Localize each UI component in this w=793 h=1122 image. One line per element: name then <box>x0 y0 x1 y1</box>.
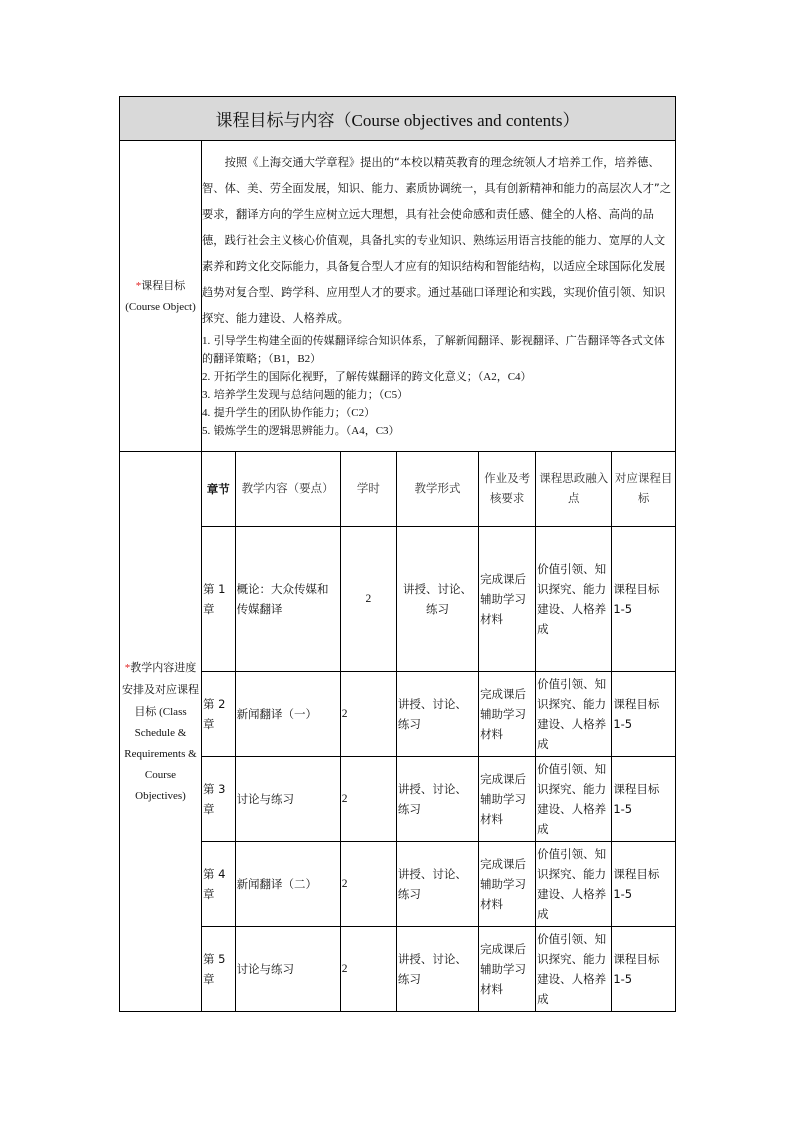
section-title-zh: 课程目标与内容 <box>215 111 335 131</box>
table-row <box>202 526 675 671</box>
homework-cell: 完成课后辅助学习材料 <box>479 526 536 671</box>
target-cell: 课程目标 1-5 <box>612 526 675 671</box>
schedule-label-zh: 教学内容进度安排及对应课程目标 <box>122 660 199 718</box>
section-title-row <box>120 97 676 141</box>
schedule-table <box>202 452 675 1011</box>
form-cell: 讲授、讨论、练习 <box>396 841 478 926</box>
hours-cell: 2 <box>340 756 396 841</box>
objectives-label-en: (Course Object) <box>125 300 196 313</box>
table-row <box>202 926 675 1011</box>
ideology-cell: 价值引领、知识探究、能力建设、人格养成 <box>536 926 612 1011</box>
objective-code: （A2，C4） <box>477 371 532 383</box>
content-cell: 讨论与练习 <box>235 926 340 1011</box>
target-cell: 课程目标 1-5 <box>612 926 675 1011</box>
objective-num: 2. <box>202 371 211 383</box>
objective-text: 开拓学生的国际化视野，了解传媒翻译的跨文化意义； <box>213 370 478 383</box>
homework-cell: 完成课后辅助学习材料 <box>479 841 536 926</box>
objective-item <box>202 332 675 368</box>
objective-num: 5. <box>202 425 211 437</box>
schedule-header-row <box>202 452 675 526</box>
chapter-cell <box>202 756 235 841</box>
objectives-label <box>120 141 202 452</box>
objective-text: 引导学生构建全面的传媒翻译综合知识体系，了解新闻翻译、影视翻译、广告翻译等各式文体的翻译策略； <box>202 334 665 365</box>
ideology-cell: 价值引领、知识探究、能力建设、人格养成 <box>536 756 612 841</box>
chapter-num: 第 1 <box>203 581 226 596</box>
objective-item <box>202 368 675 386</box>
document-page <box>119 96 675 1012</box>
objective-code: （C5） <box>378 389 409 401</box>
objective-item <box>202 386 675 404</box>
homework-cell: 完成课后辅助学习材料 <box>479 671 536 756</box>
content-cell: 概论：大众传媒和传媒翻译 <box>235 526 340 671</box>
content-cell: 新闻翻译（一） <box>235 671 340 756</box>
ideology-cell: 价值引领、知识探究、能力建设、人格养成 <box>536 526 612 671</box>
chapter-num: 第 3 <box>203 781 226 796</box>
objective-item <box>202 404 675 422</box>
chapter-cell <box>202 671 235 756</box>
chapter-cell <box>202 526 235 671</box>
header-homework: 作业及考核要求 <box>479 452 536 526</box>
objective-code: （C2） <box>345 407 376 419</box>
hours-cell: 2 <box>340 841 396 926</box>
chapter-unit: 章 <box>203 601 215 616</box>
header-chapter: 章节 <box>206 481 230 496</box>
objective-code: （A4，C3） <box>345 425 400 437</box>
header-hours: 学时 <box>340 452 396 526</box>
objective-text: 提升学生的团队协作能力； <box>213 406 346 419</box>
homework-cell: 完成课后辅助学习材料 <box>479 756 536 841</box>
required-star: * <box>124 661 131 674</box>
table-row <box>202 841 675 926</box>
table-row <box>202 756 675 841</box>
objective-text: 锻炼学生的逻辑思辨能力。 <box>213 424 346 437</box>
objective-num: 4. <box>202 407 211 419</box>
objectives-row <box>120 141 676 452</box>
table-row <box>202 671 675 756</box>
required-star: * <box>135 279 142 292</box>
homework-cell: 完成课后辅助学习材料 <box>479 926 536 1011</box>
objective-num: 3. <box>202 389 211 401</box>
target-cell: 课程目标 1-5 <box>612 671 675 756</box>
form-cell: 讲授、讨论、练习 <box>396 926 478 1011</box>
header-content: 教学内容（要点） <box>235 452 340 526</box>
objectives-paragraph: 按照《上海交通大学章程》提出的“本校以精英教育的理念统领人才培养工作，培养德、智、体、美、劳全面发展，知识、能力、素质协调统一，具有创新精神和能力的高层次人才”之要求，翻译方向的学生应树立远大理想，具有社会使命感和责任感、健全的人格、高尚的品德，践行社会主义核心价值观，具备扎实的专业知识、熟练运用语言技能的能力、宽厚的人文素养和跨文化交际能力，具备复合型人才应有的知识结构和智能结构，以适应全球国际化发展趋势对复合型、跨学科、应用型人才的要求。通过基础口译理论和实践，实现价值引领、知识探究、能力建设、人格养成。 <box>202 156 672 325</box>
hours-cell: 2 <box>340 926 396 1011</box>
schedule-label-en: (Class Schedule & Requirements & Course Objectives) <box>124 705 197 802</box>
chapter-unit: 章 <box>203 716 215 731</box>
target-cell: 课程目标 1-5 <box>612 756 675 841</box>
target-cell: 课程目标 1-5 <box>612 841 675 926</box>
objective-num: 1. <box>202 335 211 347</box>
schedule-row <box>120 452 676 1012</box>
content-cell: 新闻翻译（二） <box>235 841 340 926</box>
hours-cell: 2 <box>340 526 396 671</box>
chapter-num: 第 5 <box>203 951 226 966</box>
form-cell: 讲授、讨论、练习 <box>396 526 478 671</box>
objectives-content <box>202 141 676 452</box>
chapter-cell <box>202 926 235 1011</box>
form-cell: 讲授、讨论、练习 <box>396 671 478 756</box>
form-cell: 讲授、讨论、练习 <box>396 756 478 841</box>
objectives-list <box>202 332 675 440</box>
section-title <box>120 97 676 141</box>
ideology-cell: 价值引领、知识探究、能力建设、人格养成 <box>536 671 612 756</box>
chapter-unit: 章 <box>203 801 215 816</box>
hours-cell: 2 <box>340 671 396 756</box>
header-target: 对应课程目标 <box>612 452 675 526</box>
objective-text: 培养学生发现与总结问题的能力； <box>213 388 379 401</box>
objectives-label-zh: 课程目标 <box>141 278 186 292</box>
chapter-unit: 章 <box>203 971 215 986</box>
schedule-label <box>120 452 202 1012</box>
chapter-cell <box>202 841 235 926</box>
course-table <box>119 96 676 1012</box>
content-cell: 讨论与练习 <box>235 756 340 841</box>
schedule-cell <box>202 452 676 1012</box>
ideology-cell: 价值引领、知识探究、能力建设、人格养成 <box>536 841 612 926</box>
header-form: 教学形式 <box>396 452 478 526</box>
chapter-num: 第 4 <box>203 866 226 881</box>
objective-item <box>202 422 675 440</box>
objective-code: （B1，B2） <box>268 353 322 365</box>
chapter-num: 第 2 <box>203 696 226 711</box>
header-ideology: 课程思政融入点 <box>536 452 612 526</box>
section-title-en: （Course objectives and contents） <box>334 111 580 130</box>
chapter-unit: 章 <box>203 886 215 901</box>
